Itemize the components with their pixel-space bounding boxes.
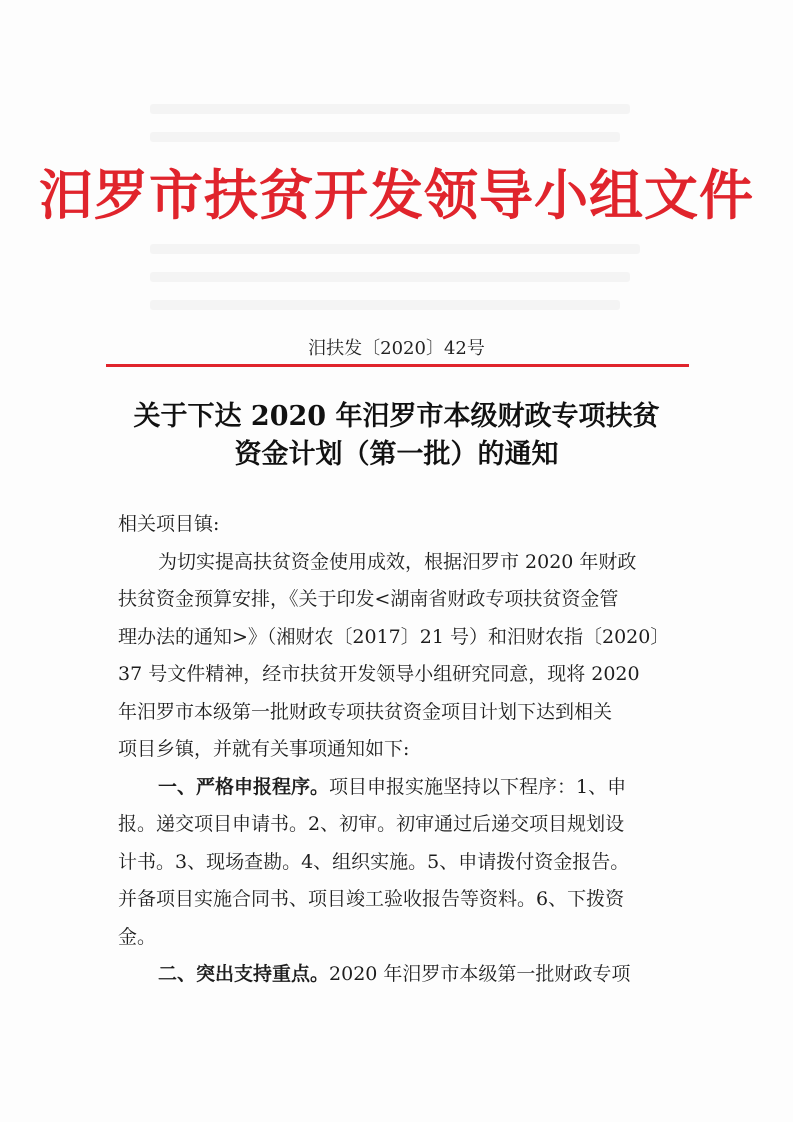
bleed-through-mark xyxy=(150,300,620,310)
section-1-heading: 一、严格申报程序。 xyxy=(158,775,330,798)
paragraph-line: 扶贫资金预算安排，《关于印发<湖南省财政专项扶贫资金管 xyxy=(118,588,619,610)
section-2-heading: 二、突出支持重点。 xyxy=(158,963,330,985)
paragraph-line: 报。递交项目申请书。2、初审。初审通过后递交项目规划设 xyxy=(118,813,625,835)
bleed-through-mark xyxy=(150,104,630,114)
section-1 xyxy=(118,769,683,807)
doc-number: 汨扶发〔2020〕42号 xyxy=(308,338,485,359)
paragraph-line: 理办法的通知>》（湘财农〔2017〕21 号）和汨财农指〔2020〕 xyxy=(118,625,670,648)
notice-title-line: 资金计划（第一批）的通知 xyxy=(234,439,559,470)
bleed-through-mark xyxy=(150,272,630,282)
section-2 xyxy=(118,956,683,994)
paragraph-line: 年汨罗市本级第一批财政专项扶贫资金项目计划下达到相关 xyxy=(118,700,613,723)
notice-title-line: 关于下达 2020 年汨罗市本级财政专项扶贫 xyxy=(133,401,660,432)
paragraph-line: 计书。3、现场查勘。4、组织实施。5、申请拨付资金报告。 xyxy=(118,850,630,873)
paragraph-line: 金。 xyxy=(118,925,157,948)
paragraph-line: 项目申报实施坚持以下程序：1、申 xyxy=(329,775,627,798)
paragraph-line: 并备项目实施合同书、项目竣工验收报告等资料。6、下拨资 xyxy=(118,888,625,910)
org-title: 汨罗市扶贫开发领导小组文件 xyxy=(39,163,754,227)
addressee: 相关项目镇: xyxy=(118,513,220,535)
body-text xyxy=(118,506,683,994)
paragraph-line: 37 号文件精神，经市扶贫开发领导小组研究同意，现将 2020 xyxy=(118,663,640,685)
paragraph-line: 项目乡镇，并就有关事项通知如下: xyxy=(118,738,410,760)
bleed-through-mark xyxy=(150,244,640,254)
notice-title xyxy=(0,398,793,474)
paragraph-line: 2020 年汨罗市本级第一批财政专项 xyxy=(329,963,631,985)
bleed-through-mark xyxy=(150,132,620,142)
red-divider xyxy=(106,364,689,367)
paragraph-line: 为切实提高扶贫资金使用成效，根据汨罗市 2020 年财政 xyxy=(158,550,637,573)
